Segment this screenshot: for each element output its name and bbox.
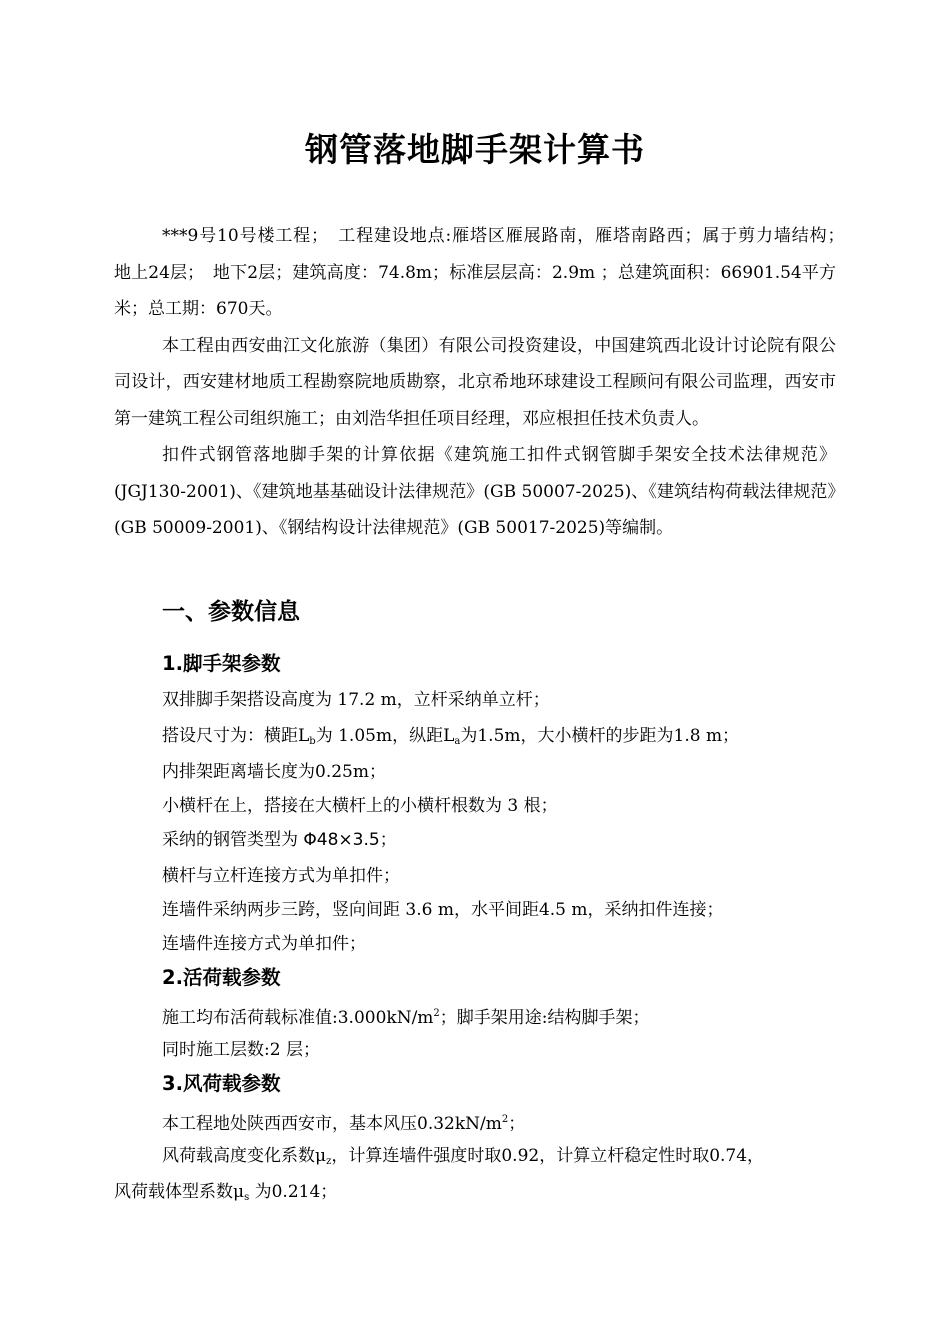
wind-pressure-text-b: ； — [508, 1114, 526, 1134]
document-title: 钢管落地脚手架计算书 — [305, 130, 645, 169]
scaffold-dimension-text-a: 搭设尺寸为：横距L — [162, 726, 310, 746]
live-load-standard-line — [162, 1000, 650, 1032]
steel-pipe-text-c: ； — [379, 830, 397, 850]
live-load-text-a: 施工均布活荷载标准值:3.000kN/m — [162, 1008, 434, 1028]
intro-paragraph-project: ***9号10号楼工程； 工程建设地点:雁塔区雁展路南，雁塔南路西；属于剪力墙结构； 地上24层； 地下2层；建筑高度：74.8m；标准层层高：2.9m ；总建筑面积：66901.54平方米；总工期：670天。 — [114, 226, 853, 319]
scaffold-dimension-line — [162, 722, 739, 756]
wind-pressure-text-a: 本工程地处陕西西安市，基本风压0.32kN/m — [162, 1114, 502, 1134]
wall-tie-connection-line: 连墙件连接方式为单扣件； — [162, 934, 366, 954]
wind-height-text-b: ，计算连墙件强度时取0.92，计算立杆稳定性时取0.74， — [331, 1146, 765, 1166]
steel-pipe-spec: Φ48×3.5 — [303, 830, 380, 850]
wind-height-text-a: 风荷载高度变化系数μ — [162, 1146, 327, 1166]
intro-section — [114, 218, 853, 547]
subscript-b: b — [309, 736, 316, 747]
small-crossbar-line: 小横杆在上，搭接在大横杆上的小横杆根数为 3 根； — [162, 796, 558, 816]
subscript-s: s — [244, 1192, 250, 1203]
subheading-wind-load-params: 3.风荷载参数 — [162, 1072, 281, 1095]
subscript-z: z — [326, 1156, 332, 1167]
scaffold-dimension-text-c: 为1.5m，大小横杆的步距为1.8 m； — [460, 726, 740, 746]
subscript-a: a — [454, 736, 461, 747]
scaffold-height-line: 双排脚手架搭设高度为 17.2 m，立杆采纳单立杆； — [162, 690, 550, 710]
wind-shape-text-a: 风荷载体型系数μ — [114, 1182, 245, 1202]
wind-shape-text-b: 为0.214； — [249, 1182, 338, 1202]
wind-shape-coefficient-line — [114, 1178, 337, 1212]
scaffold-dimension-text-b: 为 1.05m，纵距L — [315, 726, 455, 746]
superscript-2: 2 — [433, 1008, 440, 1019]
steel-pipe-type-line — [162, 826, 397, 854]
subheading-scaffold-params: 1.脚手架参数 — [162, 652, 281, 675]
steel-pipe-text-a: 采纳的钢管类型为 — [162, 830, 304, 850]
section-heading-parameters: 一、参数信息 — [162, 599, 300, 625]
basic-wind-pressure-line — [162, 1106, 525, 1138]
intro-paragraph-parties: 本工程由西安曲江文化旅游（集团）有限公司投资建设，中国建筑西北设计讨论院有限公司设计，西安建材地质工程勘察院地质勘察，北京希地环球建设工程顾问有限公司监理，西安市第一建筑工程公司组织施工；由刘浩华担任项目经理，邓应根担任技术负责人。 — [114, 335, 836, 429]
inner-frame-distance-line: 内排架距离墙长度为0.25m； — [162, 762, 386, 782]
construction-layers-line: 同时施工层数:2 层； — [162, 1040, 320, 1060]
wind-height-coefficient-line — [162, 1142, 764, 1176]
live-load-text-b: ；脚手架用途:结构脚手架； — [439, 1008, 650, 1028]
intro-paragraph-basis: 扣件式钢管落地脚手架的计算依据《建筑施工扣件式钢管脚手架安全技术法律规范》(JGJ130-2001)、《建筑地基基础设计法律规范》(GB 50007-2025)、《建筑结构荷载法律规范》(GB 50009-2001)、《钢结构设计法律规范》(GB 50017-2025)等编制。 — [114, 445, 836, 538]
crossbar-connection-line: 横杆与立杆连接方式为单扣件； — [162, 866, 400, 886]
subheading-live-load-params: 2.活荷载参数 — [162, 966, 281, 989]
superscript-2: 2 — [501, 1114, 509, 1125]
wall-tie-layout-line: 连墙件采纳两步三跨，竖向间距 3.6 m，水平间距4.5 m，采纳扣件连接； — [162, 900, 724, 920]
